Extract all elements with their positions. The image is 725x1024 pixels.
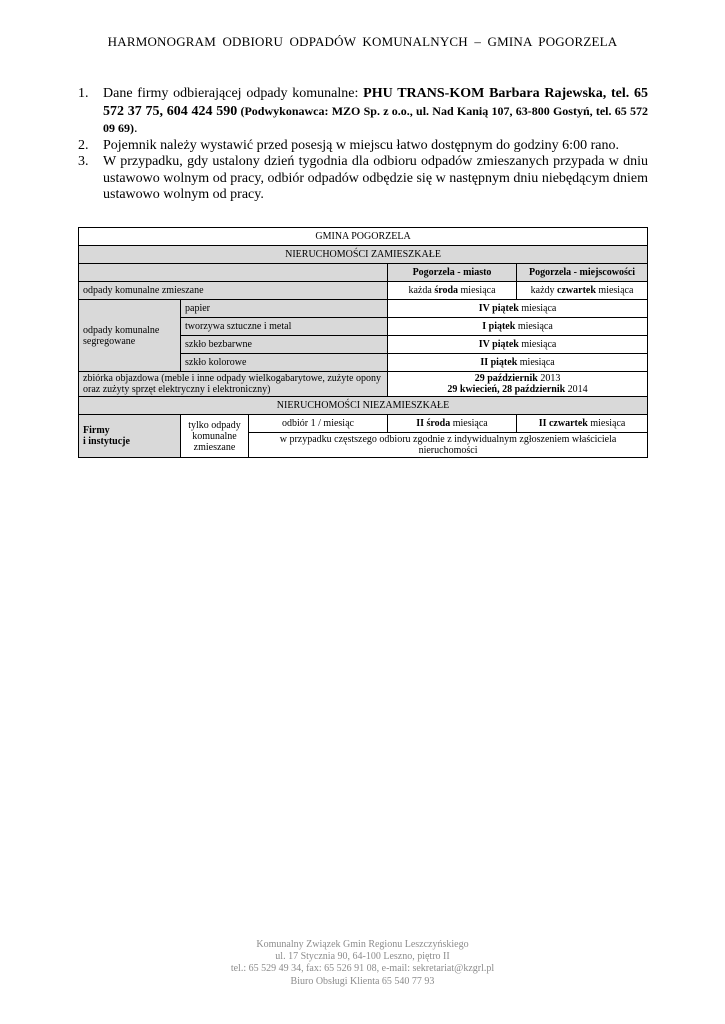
table-row (79, 282, 648, 300)
page-title: HARMONOGRAM ODBIORU ODPADÓW KOMUNALNYCH – GMINA POGORZELA (107, 34, 618, 49)
col-header-miejscowosci: Pogorzela - miejscowości (517, 264, 648, 282)
segregated-waste-label: odpady komunalne segregowane (79, 300, 181, 372)
frequency-cell: odbiór 1 / miesiąc (249, 415, 388, 433)
table-row (79, 264, 648, 282)
table-row (79, 415, 648, 433)
intro-item-company (78, 86, 648, 138)
mixed-miejscowosci-cell: każdy czwartek miesiąca (517, 282, 648, 300)
table-row (79, 397, 648, 415)
fraction-name: tworzywa sztuczne i metal (181, 318, 388, 336)
table-row (79, 372, 648, 397)
subcontractor-info: (Podwykonawca: MZO Sp. z o.o., ul. Nad Kanią 107, 63-800 Gostyń, tel. 65 572 09 69) (103, 103, 649, 135)
intro-text: W przypadku, gdy ustalony dzień tygodnia dla odbioru odpadów zmieszanych przypada w dniu ustawowo wolnym od pracy, odbiór odpadów odbędzie się w następnym dniu niebędącym dniem ustawowo wolnym od pracy. (103, 154, 648, 202)
intro-end: . (134, 121, 138, 136)
mixed-miasto-cell: każda środa miesiąca (388, 282, 517, 300)
firm-note: w przypadku częstszego odbioru zgodnie z indywidualnym zgłoszeniem właściciela nieruchomości (249, 433, 648, 458)
table-row (79, 246, 648, 264)
intro-number: 1. (78, 86, 89, 101)
firms-label: Firmy i instytucje (79, 415, 181, 458)
fraction-name: papier (181, 300, 388, 318)
intro-list (78, 86, 648, 204)
schedule-table (78, 227, 648, 458)
intro-number: 3. (78, 154, 89, 169)
mixed-waste-label: odpady komunalne zmieszane (79, 282, 388, 300)
gmina-header: GMINA POGORZELA (79, 228, 648, 246)
footer-line: tel.: 65 529 49 34, fax: 65 526 91 08, e-mail: sekretariat@kzgrl.pl (230, 963, 495, 975)
col-header-miasto: Pogorzela - miasto (388, 264, 517, 282)
firm-miejscowosci-cell: II czwartek miesiąca (517, 415, 648, 433)
only-mixed-label: tylko odpady komunalne zmieszane (181, 415, 249, 458)
footer (0, 939, 725, 988)
footer-line: Komunalny Związek Gmin Regionu Leszczyńskiego (256, 939, 469, 950)
footer-line: Biuro Obsługi Klienta 65 540 77 93 (290, 975, 435, 987)
intro-number: 2. (78, 137, 89, 153)
intro-text: Pojemnik należy wystawić przed posesją w miejscu łatwo dostępnym do godziny 6:00 rano. (103, 137, 619, 153)
empty-header-cell (79, 264, 388, 282)
fraction-schedule: IV piątek miesiąca (388, 336, 648, 354)
non-residential-header: NIERUCHOMOŚCI NIEZAMIESZKAŁE (79, 397, 648, 415)
intro-text (103, 86, 648, 138)
table-row (79, 228, 648, 246)
fraction-schedule: IV piątek miesiąca (388, 300, 648, 318)
fraction-name: szkło kolorowe (181, 354, 388, 372)
fraction-name: szkło bezbarwne (181, 336, 388, 354)
firm-miasto-cell: II środa miesiąca (388, 415, 517, 433)
table-row (79, 300, 648, 318)
fraction-schedule: I piątek miesiąca (388, 318, 648, 336)
intro-item-holiday (78, 154, 648, 204)
intro-item-container (78, 138, 648, 155)
footer-line: ul. 17 Stycznia 90, 64-100 Leszno, piętro II (275, 951, 450, 963)
intro-lead: Dane firmy odbierającej odpady komunalne: (103, 86, 364, 101)
residential-header: NIERUCHOMOŚCI ZAMIESZKAŁE (79, 246, 648, 264)
fraction-schedule: II piątek miesiąca (388, 354, 648, 372)
bulky-waste-dates: 29 październik 2013 29 kwiecień, 28 październik 2014 (388, 372, 648, 397)
bulky-waste-label: zbiórka objazdowa (meble i inne odpady wielkogabarytowe, zużyte opony oraz zużyty sprzęt elektryczny i elektroniczny) (79, 372, 388, 397)
company-name-phone: PHU TRANS-KOM Barbara Rajewska, tel. 65 572 37 75, 604 424 590 (103, 86, 649, 119)
